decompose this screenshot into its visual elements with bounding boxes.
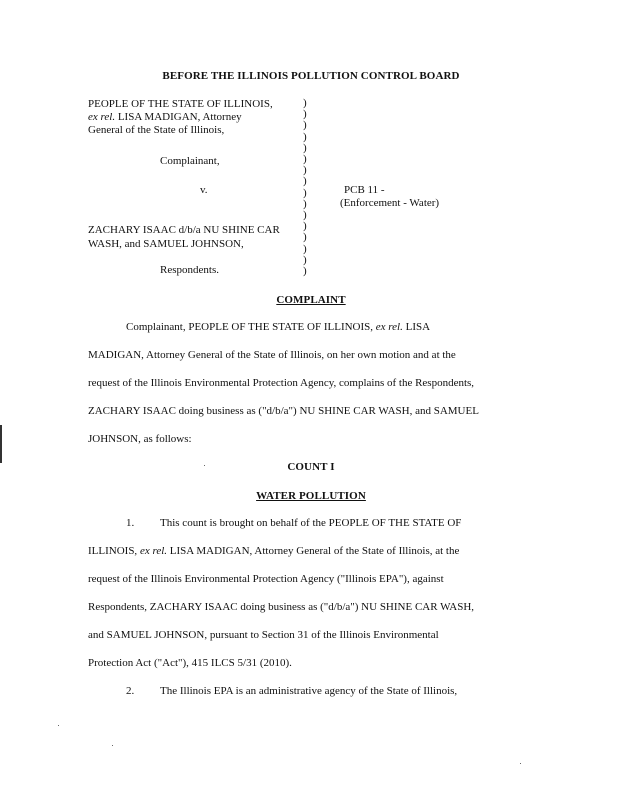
case-number: PCB 11 - [344, 184, 385, 196]
count-number: COUNT I [287, 461, 335, 473]
scan-speck [204, 465, 205, 466]
para-1-ex-rel: ex rel. [139, 545, 168, 557]
complaint-title: COMPLAINT [276, 294, 346, 306]
ex-rel-text: ex rel. [88, 111, 116, 123]
intro-line-1 [126, 321, 430, 333]
versus-label: v. [200, 184, 208, 196]
board-heading: BEFORE THE ILLINOIS POLLUTION CONTROL BOARD [162, 70, 460, 82]
intro-line-3: request of the Illinois Environmental Protection Agency, complains of the Respondents, [88, 377, 475, 389]
scan-speck [112, 745, 113, 746]
scan-speck [520, 763, 521, 764]
respondent-line-1: ZACHARY ISAAC d/b/a NU SHINE CAR [88, 224, 280, 236]
respondent-line-2: WASH, and SAMUEL JOHNSON, [88, 238, 244, 250]
para-2-number: 2. [126, 685, 135, 697]
para-1-line-3: request of the Illinois Environmental Protection Agency ("Illinois EPA"), against [88, 573, 444, 585]
caption-parens: ) ) ) ) ) ) ) ) ) ) ) ) ) ) ) ) [303, 97, 307, 278]
para-1-line-4: Respondents, ZACHARY ISAAC doing business as ("d/b/a") NU SHINE CAR WASH, [88, 601, 475, 613]
case-type: (Enforcement - Water) [340, 197, 440, 209]
plaintiff-attorney-text: LISA MADIGAN, Attorney [117, 111, 242, 123]
intro-line-4: ZACHARY ISAAC doing business as ("d/b/a") NU SHINE CAR WASH, and SAMUEL [88, 405, 479, 417]
complainant-label: Complainant, [160, 155, 220, 167]
plaintiff-line-2 [88, 111, 242, 124]
plaintiff-line-3: General of the State of Illinois, [88, 124, 225, 136]
intro-line-2: MADIGAN, Attorney General of the State of Illinois, on her own motion and at the [88, 349, 456, 361]
respondents-label: Respondents. [160, 264, 219, 276]
para-1-line-1: This count is brought on behalf of the PEOPLE OF THE STATE OF [160, 517, 462, 529]
para-1-illinois: ILLINOIS, [88, 545, 138, 557]
scan-edge-mark [0, 425, 2, 463]
para-1-line-5: and SAMUEL JOHNSON, pursuant to Section 31 of the Illinois Environmental [88, 629, 439, 641]
plaintiff-line-1: PEOPLE OF THE STATE OF ILLINOIS, [88, 98, 273, 110]
para-1-line-2-text: LISA MADIGAN, Attorney General of the State of Illinois, at the [169, 545, 460, 557]
intro-line-5: JOHNSON, as follows: [88, 433, 192, 445]
para-1-line-2 [88, 545, 459, 557]
para-1-number: 1. [126, 517, 135, 529]
intro-lisa: LISA [405, 321, 431, 333]
count-title: WATER POLLUTION [256, 490, 366, 502]
para-1-line-6: Protection Act ("Act"), 415 ILCS 5/31 (2010). [88, 657, 292, 669]
para-2-line-1: The Illinois EPA is an administrative agency of the State of Illinois, [160, 685, 458, 697]
intro-line-1-text: Complainant, PEOPLE OF THE STATE OF ILLINOIS, [126, 321, 374, 333]
scan-speck [58, 725, 59, 726]
intro-ex-rel: ex rel. [375, 321, 403, 333]
